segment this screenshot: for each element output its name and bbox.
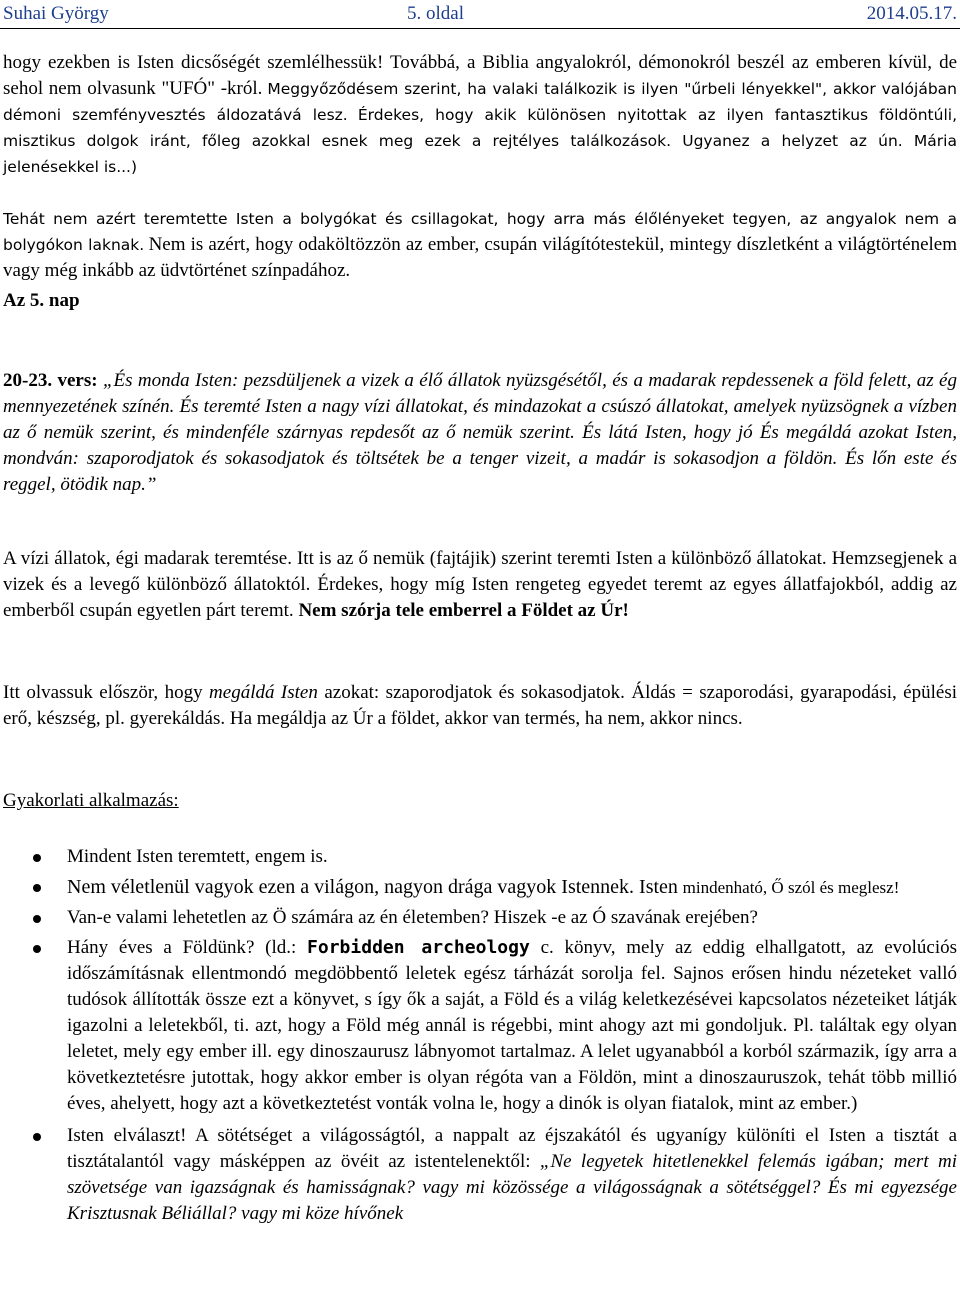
bullet-icon [33, 915, 41, 923]
intro-sans-text-2: Érdekes, hogy akik különösen nyitottak az ilyen fantasztikus földöntúli, misztikus dolgok iránt, főleg azokkal esnek meg ezek a rejtélyes találkozások. Ugyanez a helyzet az ún. Mária jelenésekkel is...) [3, 106, 957, 176]
list-item [0, 905, 957, 931]
header-date: 2014.05.17. [866, 3, 957, 24]
day-heading: Az 5. nap [3, 290, 80, 311]
practical-list [0, 844, 957, 1227]
list-item-text-large: Nem véletlenül vagyok ezen a világon, nagyon drága vagyok Istennek. Isten [67, 876, 678, 898]
tehat-paragraph [3, 206, 957, 284]
vizi-paragraph [3, 546, 957, 624]
list-item-text-before: Hány éves a Földünk? (ld.: [67, 937, 297, 958]
list-item [0, 1123, 957, 1227]
bullet-icon [33, 854, 41, 862]
bullet-icon [33, 1133, 41, 1141]
verse-text-2: És teremté Isten a nagy vízi állatokat, és mindazokat a csúszó állatokat, amelyek nyüzsögnek a vízben az ő nemük szerint, és mindenféle szárnyas repdesőt az ő nemük szerint. [3, 396, 957, 443]
blessing-text-italic: megáldá Isten [209, 682, 318, 703]
blessing-text-before: Itt olvassuk először, hogy [3, 682, 203, 703]
list-item-text-after: c. könyv, mely az eddig elhallgatott, az evolúciós időszámításnak ellentmondó megdöbbentő leletek egész tárházát sorolja fel. Sajnos erősen hindu nézeteket valló tudósok állították össze ezt a könyvet, s így ők a saját, a Föld és a világ keletkezésévei kapcsolatos nézeteiket látják igazolni a leletekből, ti. azt, hogy a Föld még annál is régebbi, mint ahogy azt mi gondoljuk. Pl. találtak egy olyan leletet, mely egy ember ill. egy dinoszaurusz lábnyomot tartalmaz. A lelet ugyanabból a korból származik, így arra a következtetésre jutottak, hogy akkor ember is olyan régóta van a Földön, mint a dinoszauruszok, tehát több millió éves, ahelyett, hogy azt a következtetést vonták volna le, hogy a dinók is olyan fiatalok, mint az ember.) [67, 937, 958, 1114]
list-item-text: Van-e valami lehetetlen az Ö számára az én életemben? Hiszek -e az Ó szavának erejében? [67, 907, 758, 928]
page-header [0, 0, 960, 29]
vizi-bold-text: Nem szórja tele emberrel a Földet az Úr! [298, 600, 629, 621]
bullet-icon [33, 945, 41, 953]
list-item-text-before: Isten elválaszt! A sötétséget a világosságtól, a nappalt az éjszakától és ugyanígy különíti el Isten a tisztát a tisztátalantól vagy másképpen az övéit az istentelenektől: [67, 1125, 957, 1172]
header-page-number: 5. oldal [407, 3, 464, 24]
list-item-text-rest: mindenható, Ő szól és meglesz! [682, 878, 900, 897]
list-item [0, 935, 957, 1117]
intro-paragraph [3, 50, 957, 180]
blessing-paragraph [3, 680, 957, 732]
list-item [0, 874, 957, 901]
intro-serif-text: hogy ezekben is Isten dicsőségét szemlélhessük! Továbbá, a Biblia angyalokról, démonokról beszél az emberen kívül, de sehol nem olvasunk "UFÓ" -król. [3, 52, 957, 99]
vizi-text: A vízi állatok, égi madarak teremtése. Itt is az ő nemük (fajtájik) szerint teremti Isten a különböző állatokat. Hemzsegjenek a vizek és a levegő különböző állatoktól. Érdekes, hogy míg Isten rengeteg egyedet teremt az egyes állatfajokból, addig az emberből csupán egyetlen párt teremt. [3, 548, 957, 621]
list-item-quote: „Ne legyetek hitetlenekkel felemás igában; mert mi szövetsége van igazságnak és hamisságnak? vagy mi közössége a világosságnak a sötétséggel? És mi egyezsége Krisztusnak Béliállal? vagy mi köze hívőnek [67, 1151, 957, 1224]
practical-heading: Gyakorlati alkalmazás: [3, 790, 179, 811]
header-author: Suhai György [3, 3, 109, 24]
list-item [0, 844, 957, 870]
tehat-sans-text: Tehát nem azért teremtette Isten a bolygókat és csillagokat, hogy arra más élőlényeket tegyen, az angyalok nem a bolygókon laknak. [3, 210, 957, 254]
book-title: Forbidden archeology [307, 937, 530, 958]
verse-text-1: „És monda Isten: pezsdüljenek a vizek a élő állatok nyüzsgésétől, és a madarak repdessenek a föld felett, az ég mennyezetének színén. [3, 370, 957, 417]
list-item-text: Mindent Isten teremtett, engem is. [67, 846, 328, 867]
verse-reference: 20-23. vers: [3, 370, 98, 391]
bullet-icon [33, 884, 41, 892]
blessing-text-after: azokat: szaporodjatok és sokasodjatok. Áldás = szaporodási, gyarapodási, épülési erő, készség, pl. gyerekáldás. Ha megáldja az Úr a földet, akkor van termés, ha nem, akkor nincs. [3, 682, 958, 729]
verse-text-3: És látá Isten, hogy jó És megáldá azokat Isten, mondván: szaporodjatok és sokasodjatok és töltsétek be a tenger vizeit, a madár is sokasodjon a földön. [3, 422, 957, 469]
verse-text-4: És lőn este és reggel, ötödik nap.” [3, 448, 957, 495]
intro-sans-text-1: Meggyőződésem szerint, ha valaki találkozik is ilyen "űrbeli lényekkel", akkor valójában démoni szemfényvesztés áldozatává lesz. [3, 80, 957, 124]
tehat-serif-text: Nem is azért, hogy odaköltözzön az ember, csupán világítótestekül, mintegy díszletként a világtörténelem vagy még inkább az üdvtörténet színpadához. [3, 234, 957, 281]
verse-paragraph [3, 368, 957, 498]
